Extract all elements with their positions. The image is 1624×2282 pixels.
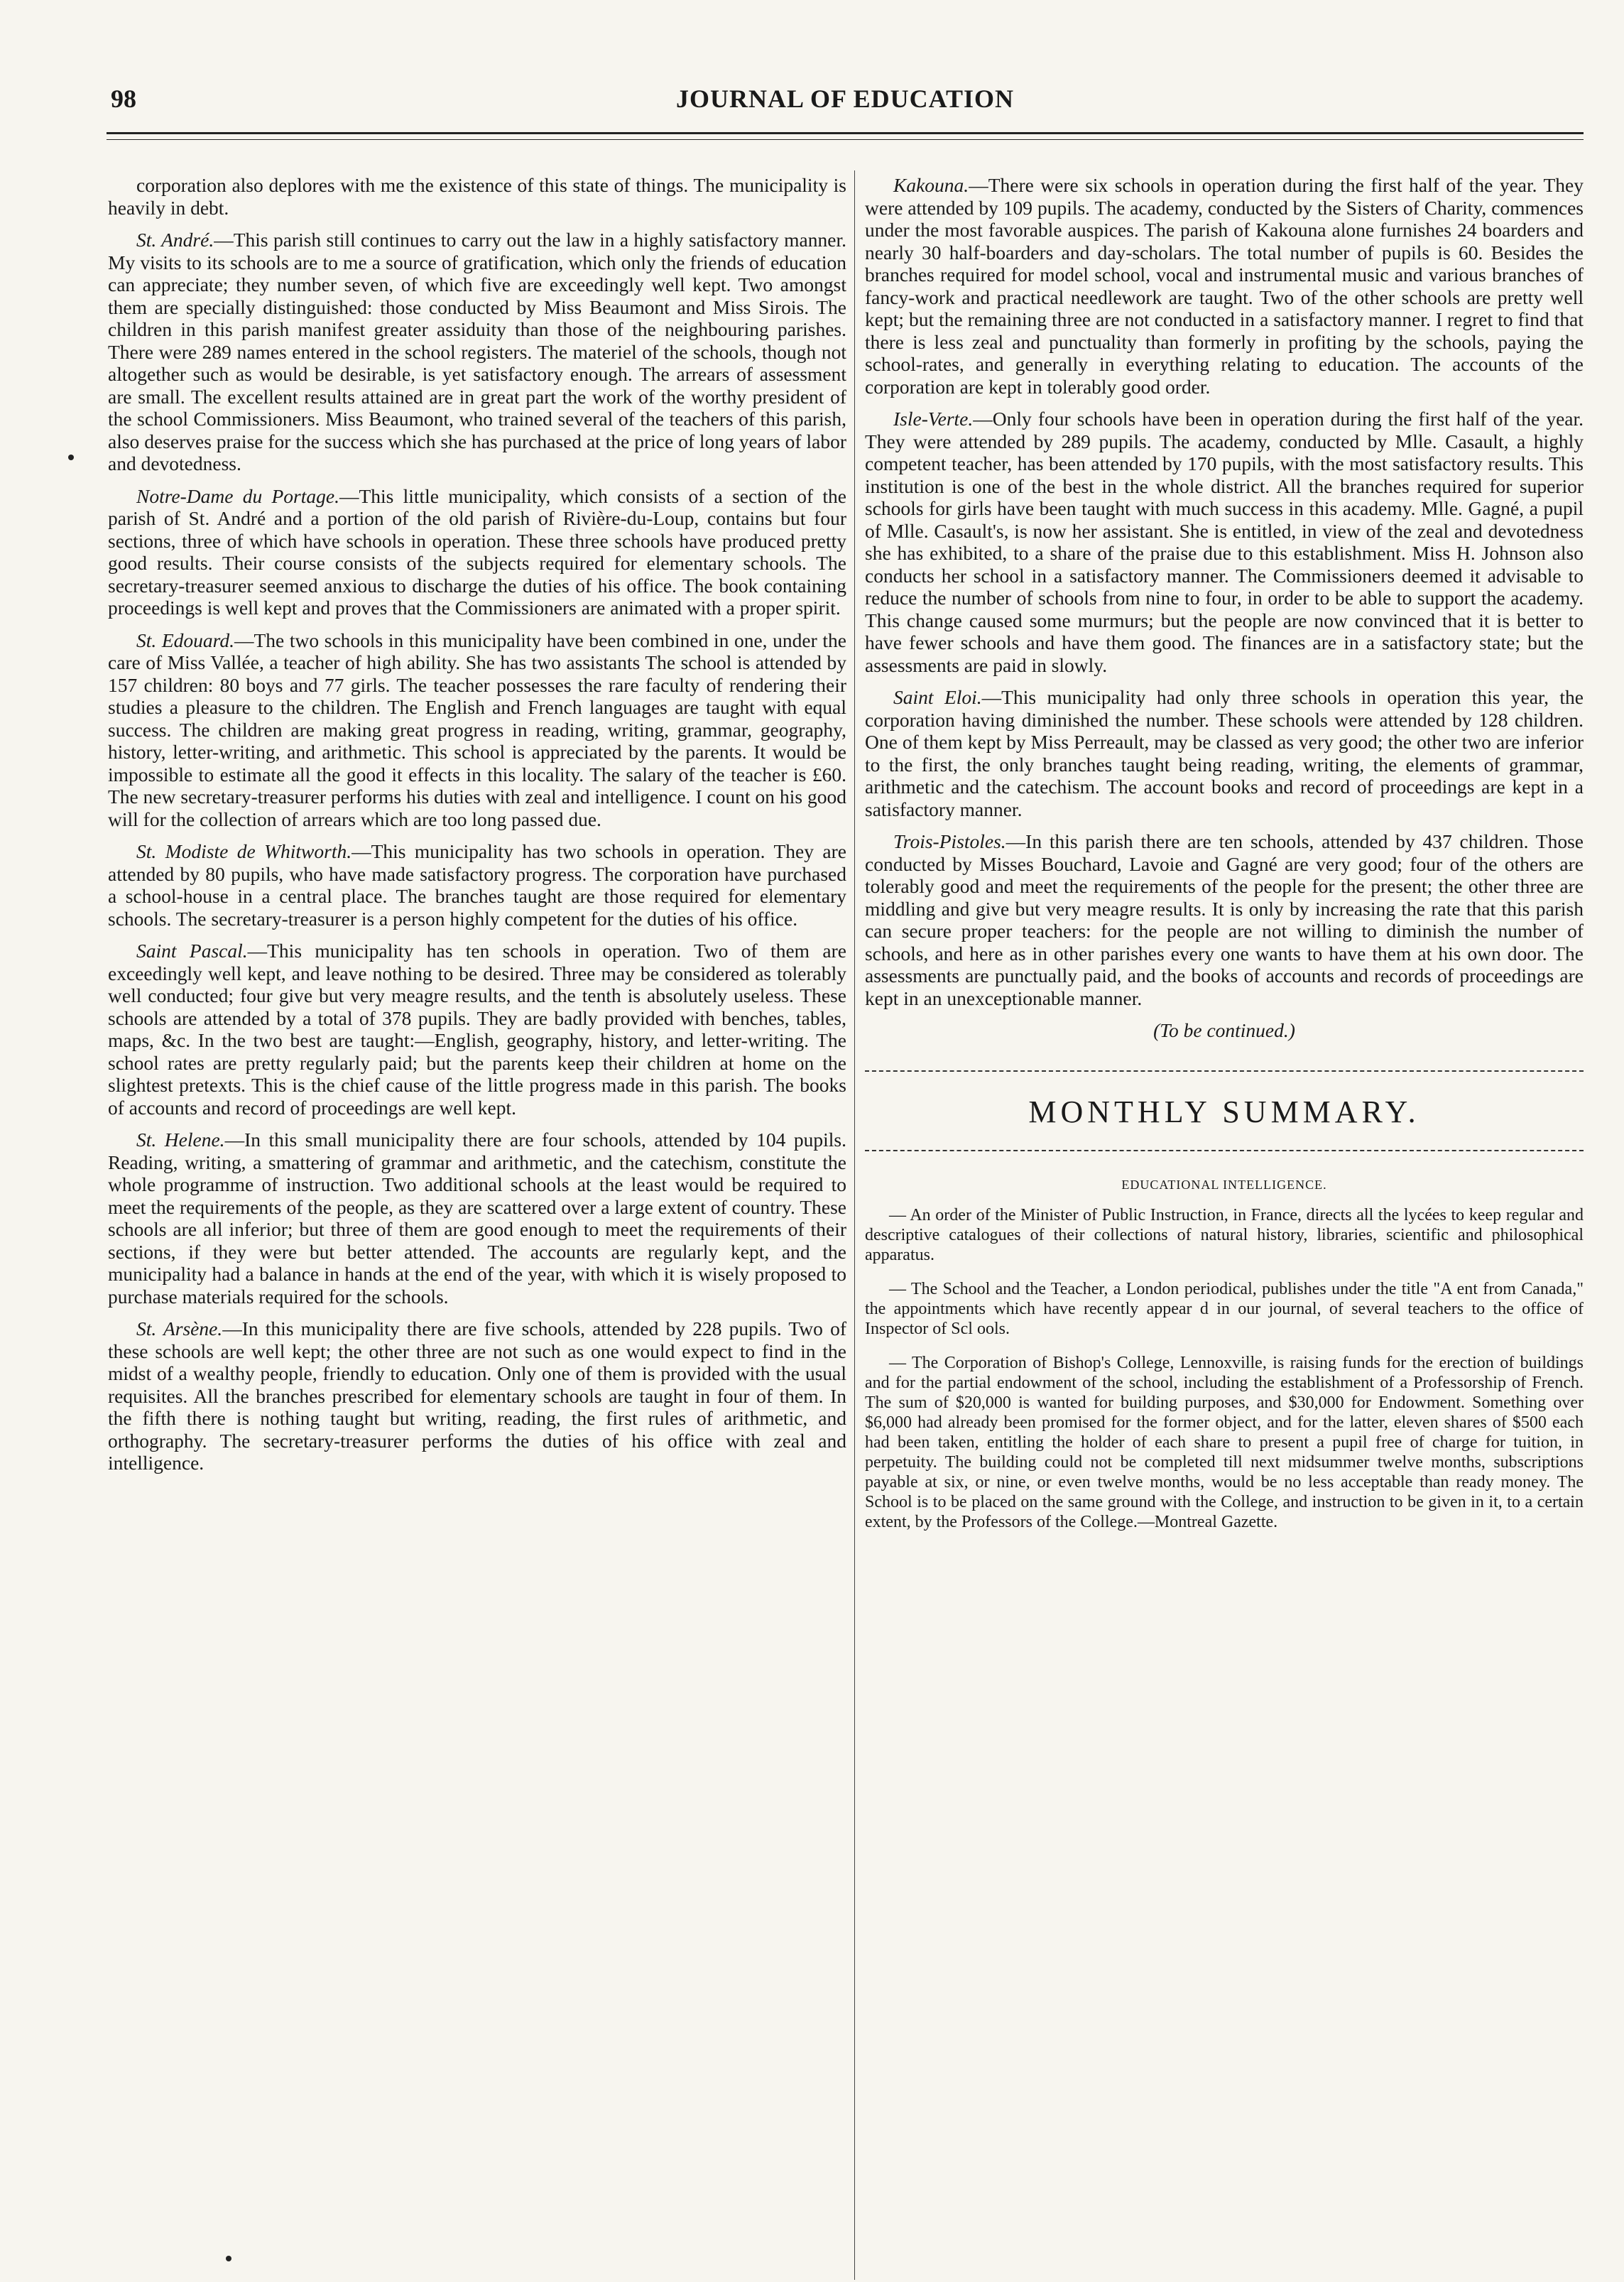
paragraph: Saint Pascal.—This municipality has ten schools in operation. Two of them are exceedingly well kept, and leave nothing to be desired. Three may be considered as tolerably well conducted; four give but very meagre results, and the tenth is absolutely useless. These schools are attended by a total of 378 pupils. They are badly provided with benches, tables, maps, &c. In the two best are taught:—English, geography, history, and letter-writing. The school rates are pretty regularly paid; but the parents keep their children at home on the slightest pretexts. This is the chief cause of the little progress made in this parish. The books of accounts and record of proceedings are well kept.	[108, 940, 846, 1119]
paragraph: St. Modiste de Whitworth.—This municipality has two schools in operation. They are attended by 80 pupils, who have made satisfactory progress. The corporation have purchased a school-house in a central place. The branches taught are those required for elementary schools. The secretary-treasurer is a person highly competent for the duties of his office.	[108, 840, 846, 930]
section-rule-bottom	[865, 1150, 1584, 1151]
place-name: St. Edouard.	[136, 629, 234, 651]
header-rule-thin	[107, 139, 1584, 140]
paragraph: St. Arsène.—In this municipality there are five schools, attended by 228 pupils. Two of these schools are well kept; the other three are not such as one would expect to find in the midst of a wealthy people, friendly to education. Only one of them is provided with the usual requisites. All the branches prescribed for elementary schools are taught in four of them. In the fifth there is nothing taught but writing, reading, the first rules of arithmetic, and orthography. The secretary-treasurer performs the duties of his office with zeal and intelligence.	[108, 1317, 846, 1474]
news-item: — The School and the Teacher, a London periodical, publishes under the title "A ent from Canada," the appointments which have recently appear d in our journal, of several teachers to the office of Inspector of Scl ools.	[865, 1279, 1584, 1338]
column-divider	[854, 170, 855, 2280]
paragraph: Trois-Pistoles.—In this parish there are ten schools, attended by 437 children. Those conducted by Misses Bouchard, Lavoie and Gagné are very good; four of the others are tolerably good and meet the requirements of the people for the present; the other three are middling and give but very meagre results. It is only by increasing the rate that this parish can secure proper teachers: for the people are not willing to diminish the number of schools, and here as in other parishes every one wants to have them at his own door. The assessments are punctually paid, and the books of accounts and records of proceedings are kept in an unexceptionable manner.	[865, 830, 1584, 1009]
paragraph: St. Edouard.—The two schools in this municipality have been combined in one, under the care of Miss Vallée, a teacher of high ability. She has two assistants The school is attended by 157 children: 80 boys and 77 girls. The teacher possesses the rare faculty of rendering their studies a pleasure to the children. The English and French languages are taught with equal success. The children are making great progress in reading, writing, grammar, geography, history, letter-writing, and arithmetic. This school is appreciated by the parents. It would be impossible to estimate all the good it effects in this locality. The salary of the teacher is £60. The new secretary-treasurer performs his duties with zeal and intelligence. I count on his good will for the collection of arrears which are too long passed due.	[108, 629, 847, 830]
paragraph: Saint Eloi.—This municipality had only three schools in operation this year, the corporation having diminished the number. These schools were attended by 128 children. One of them kept by Miss Perreault, may be classed as very good; the other two are inferior to the first, the only branches taught being reading, writing, the elements of grammar, arithmetic and the catechism. The account books and record of proceedings are kept in a satisfactory manner.	[865, 686, 1584, 820]
running-header	[107, 84, 1584, 126]
place-name: St. Helene.	[136, 1129, 225, 1151]
paragraph: corporation also deplores with me the existence of this state of things. The municipality is heavily in debt.	[108, 174, 846, 219]
section-rule-top	[865, 1070, 1584, 1072]
journal-title: JOURNAL OF EDUCATION	[675, 85, 1015, 113]
news-item: — An order of the Minister of Public Instruction, in France, directs all the lycées to keep regular and descriptive catalogues of their collections of natural history, libraries, scientific and philosophical apparatus.	[865, 1205, 1584, 1264]
paragraph: Notre-Dame du Portage.—This little municipality, which consists of a section of the parish of St. André and a portion of the old parish of Rivière-du-Loup, contains but four sections, three of which have schools in operation. These three schools have produced pretty good results. Their course consists of the subjects required for elementary schools. The secretary-treasurer seemed anxious to discharge the duties of his office. The book containing proceedings is well kept and proves that the Commissioners are animated with a proper spirit.	[108, 484, 846, 619]
place-name: St. Arsène.	[136, 1317, 223, 1340]
stray-dot-mark	[226, 2256, 231, 2261]
place-name: Saint Pascal.	[136, 940, 248, 962]
monthly-summary-title: MONTHLY SUMMARY.	[1028, 1094, 1420, 1129]
place-name: St. André.	[136, 229, 214, 251]
paragraph: St. André.—This parish still continues to carry out the law in a highly satisfactory manner. My visits to its schools are to me a source of gratification, which only the friends of education can appreciate; they number seven, of which five are exceedingly well kept. Two amongst them are specially distinguished: those conducted by Miss Beaumont and Miss Sirois. The children in this parish manifest greater assiduity than those of the neighbouring parishes. There were 289 names entered in the school registers. The materiel of the schools, though not altogether such as would be desirable, is yet satisfactory enough. The arrears of assessment are small. The excellent results attained are in great part the work of the worthy president of the school Commissioners. Miss Beaumont, who trained several of the teachers of this parish, also deserves praise for the success which she has purchased at the price of long years of labor and devotedness.	[108, 229, 846, 474]
paragraph: Isle-Verte.—Only four schools have been in operation during the first half of the year. They were attended by 289 pupils. The academy, conducted by Mlle. Casault, a highly competent teacher, has been attended by 170 pupils, with the most satisfactory results. This institution is one of the best in the whole district. All the branches required for superior schools for girls have been taught with much success in this academy. Mlle. Gagné, a pupil of Mlle. Casault's, is now her assistant. She is entitled, in view of the zeal and devotedness she has exhibited, to a share of the praise due to this establishment. Miss H. Johnson also conducts her school in a satisfactory manner. The Commissioners deemed it advisable to reduce the number of schools from nine to four, in order to be able to support the academy. This change caused some murmurs; but the people are now convinced that it is better to have fewer schools and have them good. The finances are in a satisfactory state; but the assessments are paid in slowly.	[865, 408, 1584, 676]
place-name: Kakouna.	[893, 174, 969, 196]
stray-dot-mark	[68, 455, 74, 460]
place-name: Isle-Verte.	[893, 408, 974, 430]
paragraph: St. Helene.—In this small municipality there are four schools, attended by 104 pupils. Reading, writing, a smattering of grammar and arithmetic, and the catechism, constitute the whole programme of instruction. Two additional schools at the least would be required to meet the requirements of the people, as they are scattered over a large extent of country. These schools are all inferior; but three of them are good enough to meet the requirements of their sections, if they were but better attended. The accounts are regularly kept, and the municipality had a balance in hands at the end of the year, with which it is wisely proposed to purchase materials required for the schools.	[108, 1129, 846, 1308]
left-column	[108, 174, 846, 1484]
page-number: 98	[111, 85, 136, 113]
place-name: Notre-Dame du Portage.	[136, 484, 339, 507]
place-name: Saint Eloi.	[893, 686, 982, 708]
right-column	[865, 174, 1584, 1546]
educational-intelligence-heading: EDUCATIONAL INTELLIGENCE.	[1121, 1177, 1327, 1192]
header-rule-thick	[107, 132, 1584, 134]
paragraph: Kakouna.—There were six schools in operation during the first half of the year. They were attended by 109 pupils. The academy, conducted by the Sisters of Charity, commences under the most favorable auspices. The parish of Kakouna alone furnishes 24 boarders and nearly 30 half-boarders and day-scholars. The total number of pupils is 60. Besides the branches required for model school, vocal and instrumental music and various branches of fancy-work and practical needlework are taught. Two of the other schools are pretty well kept; but the remaining three are not conducted in a satisfactory manner. I regret to find that there is less zeal and punctuality than formerly in profiting by the schools, paying the school-rates, and generally in everything relating to education. The accounts of the corporation are kept in tolerably good order.	[865, 174, 1584, 398]
to-be-continued: (To be continued.)	[1153, 1019, 1295, 1041]
place-name: Trois-Pistoles.	[893, 830, 1006, 852]
place-name: St. Modiste de Whitworth.	[136, 840, 352, 862]
news-item: — The Corporation of Bishop's College, Lennoxville, is raising funds for the erection of buildings and for the partial endowment of the school, including the establishment of a Professorship of French. The sum of $20,000 is wanted for building purposes, and $30,000 for Endowment. Something over $6,000 had already been promised for the former object, and for the latter, eleven shares of $500 each had been taken, entitling the holder of each share to present a pupil free of charge for tuition, in perpetuity. The building could not be completed till next midsummer twelve months, subscriptions payable at six, or nine, or even twelve months, would be no less acceptable than ready money. The School is to be placed on the same ground with the College, and instruction to be given in it, to a certain extent, by the Professors of the College.—Montreal Gazette.	[865, 1353, 1584, 1531]
